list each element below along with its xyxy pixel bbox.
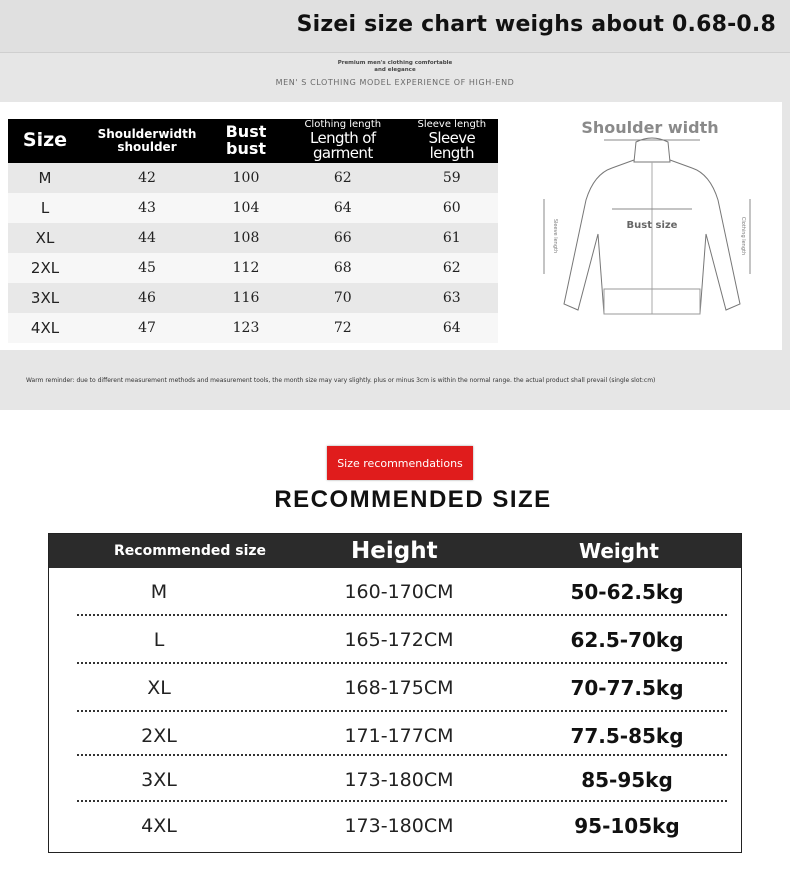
cell-size: 2XL [8,253,82,283]
cell-shoulder: 44 [82,223,212,253]
cell-sleeve: 63 [406,283,498,313]
clothing-length-label: Clothing length [740,216,746,256]
rec-height: 173-180CM [344,815,454,837]
tiny-caption-line1: Premium men's clothing comfortable [337,60,453,66]
collar-shape [634,138,670,162]
col-shoulder-line2: shoulder [117,140,177,154]
cell-bust: 100 [212,163,280,193]
rec-height: 171-177CM [344,725,454,747]
rec-weight: 62.5-70kg [570,628,684,652]
table-row [8,223,498,253]
rec-size: 4XL [141,815,177,837]
cell-sleeve: 61 [406,223,498,253]
sleeve-length-label: Sleeve length [552,218,558,254]
warm-reminder: Warm reminder: due to different measurement methods and measurement tools, the month size may vary slightly. plus or minus 3cm is within the normal range. the actual product shall prevail (single slot:cm) [26,377,656,384]
table-row [8,163,498,193]
recommendation-row [49,568,741,616]
table-row [8,193,498,223]
col-length-big: Length of garment [310,128,376,163]
size-recommendations-badge: Size recommendations [327,446,473,480]
rec-weight: 95-105kg [574,814,680,838]
cell-shoulder: 45 [82,253,212,283]
cell-sleeve: 59 [406,163,498,193]
cell-shoulder: 47 [82,313,212,343]
col-length [280,119,406,163]
col-shoulder [82,119,212,163]
cell-size: L [8,193,82,223]
cell-length: 72 [280,313,406,343]
cell-bust: 104 [212,193,280,223]
cell-length: 68 [280,253,406,283]
cell-bust: 116 [212,283,280,313]
tagline: MEN' S CLOTHING MODEL EXPERIENCE OF HIGH-END [275,78,515,87]
rec-weight: 77.5-85kg [570,724,684,748]
col-length-small: Clothing length [304,119,382,130]
recommendation-row [49,664,741,712]
size-table [8,119,498,343]
size-table-header [8,119,498,163]
col-shoulder-line1: Shoulderwidth [97,127,197,142]
cell-length: 70 [280,283,406,313]
recommendation-row [49,802,741,850]
recommended-size-title: RECOMMENDED SIZE [274,486,552,513]
cell-bust: 108 [212,223,280,253]
rec-size: XL [147,677,171,699]
cell-sleeve: 62 [406,253,498,283]
cell-shoulder: 43 [82,193,212,223]
col-sleeve-small: Sleeve length [417,119,487,130]
cell-size: 4XL [8,313,82,343]
header-height: Height [351,538,438,564]
rec-size: L [153,629,165,651]
header-bar [0,0,790,53]
cell-shoulder: 46 [82,283,212,313]
size-chart-panel [0,0,790,410]
rec-size: 3XL [141,769,177,791]
col-bust-line1: Bust [225,122,267,142]
rec-height: 165-172CM [344,629,454,651]
recommendation-row [49,616,741,664]
rec-size: M [150,581,168,603]
rec-weight: 50-62.5kg [570,580,684,604]
page-title: Sizei size chart weighs about 0.68-0.8 [296,12,776,37]
col-sleeve [406,119,498,163]
cell-sleeve: 64 [406,313,498,343]
header-weight: Weight [579,539,659,563]
cell-size: M [8,163,82,193]
col-bust-line2: bust [225,139,266,158]
cell-size: 3XL [8,283,82,313]
tiny-caption-line2: and elegance [374,67,416,73]
shoulder-width-label: Shoulder width [581,118,719,137]
recommendation-header [49,534,741,568]
cell-sleeve: 60 [406,193,498,223]
col-sleeve-big: Sleeve length [428,128,476,163]
cell-length: 62 [280,163,406,193]
col-size: Size [8,119,82,163]
table-row [8,283,498,313]
col-bust [212,119,280,163]
table-row [8,253,498,283]
cell-bust: 112 [212,253,280,283]
recommendation-table [48,533,742,853]
garment-diagram [524,104,778,344]
cell-bust: 123 [212,313,280,343]
recommendation-row [49,712,741,760]
cell-size: XL [8,223,82,253]
bust-size-label: Bust size [626,220,678,231]
cell-shoulder: 42 [82,163,212,193]
rec-height: 173-180CM [344,769,454,791]
table-row [8,313,498,343]
rec-height: 168-175CM [344,677,454,699]
rec-weight: 85-95kg [581,768,673,792]
cell-length: 64 [280,193,406,223]
rec-height: 160-170CM [344,581,454,603]
rec-size: 2XL [141,725,177,747]
header-recommended-size: Recommended size [114,543,267,559]
rec-weight: 70-77.5kg [570,676,684,700]
recommendation-row [49,756,741,804]
cell-length: 66 [280,223,406,253]
